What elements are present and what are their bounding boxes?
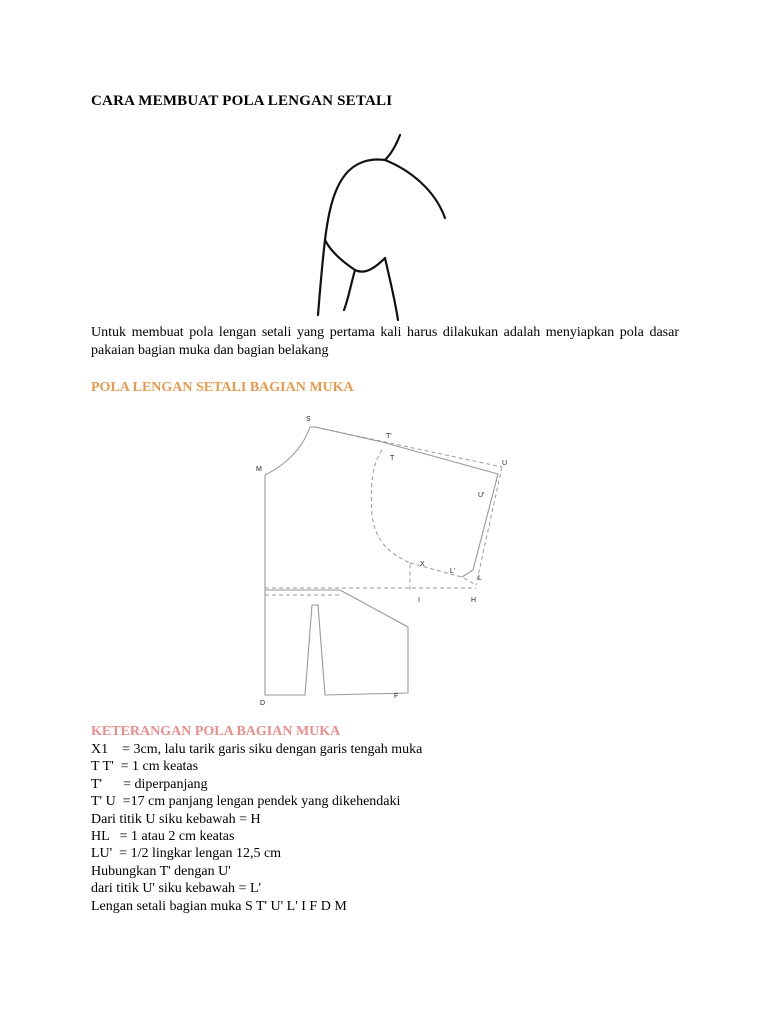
point-label-u: U [502, 460, 508, 467]
section-heading-notes: KETERANGAN POLA BAGIAN MUKA [91, 724, 341, 739]
list-item: T' = diperpanjang [91, 776, 208, 792]
point-label-u-prime: U' [478, 492, 485, 499]
point-label-l: L [478, 575, 482, 582]
notes-list [91, 741, 422, 915]
section-heading-front-pattern: POLA LENGAN SETALI BAGIAN MUKA [91, 380, 354, 395]
point-label-h: H [471, 597, 477, 604]
list-item: LU' = 1/2 lingkar lengan 12,5 cm [91, 846, 282, 862]
point-label-f: F [394, 693, 399, 700]
point-label-i: I [418, 597, 420, 604]
point-label-m: M [256, 466, 262, 473]
list-item: Lengan setali bagian muka S T' U' L' I F D M [91, 898, 347, 914]
list-item: HL = 1 atau 2 cm keatas [91, 829, 235, 845]
front-sleeve-pattern-diagram [240, 405, 540, 715]
page-title: CARA MEMBUAT POLA LENGAN SETALI [91, 93, 393, 109]
point-label-l-prime: L' [450, 568, 456, 575]
point-label-t-prime: T' [386, 433, 392, 440]
list-item: dari titik U' siku kebawah = L' [91, 881, 262, 897]
list-item: T' U =17 cm panjang lengan pendek yang dikehendaki [91, 794, 401, 810]
point-label-x: X [420, 561, 425, 568]
point-label-t: T [390, 455, 395, 462]
intro-paragraph: Untuk membuat pola lengan setali yang pertama kali harus dilakukan adalah menyiapkan pola dasar pakaian bagian muka dan bagian belakang [91, 325, 679, 358]
list-item: Hubungkan T' dengan U' [91, 863, 231, 879]
list-item: Dari titik U siku kebawah = H [91, 811, 261, 827]
point-label-d: D [260, 700, 266, 707]
list-item: X1 = 3cm, lalu tarik garis siku dengan garis tengah muka [91, 742, 423, 757]
point-label-s: S [306, 416, 311, 423]
list-item: T T' = 1 cm keatas [91, 759, 199, 775]
sleeve-sketch-illustration [300, 130, 470, 325]
